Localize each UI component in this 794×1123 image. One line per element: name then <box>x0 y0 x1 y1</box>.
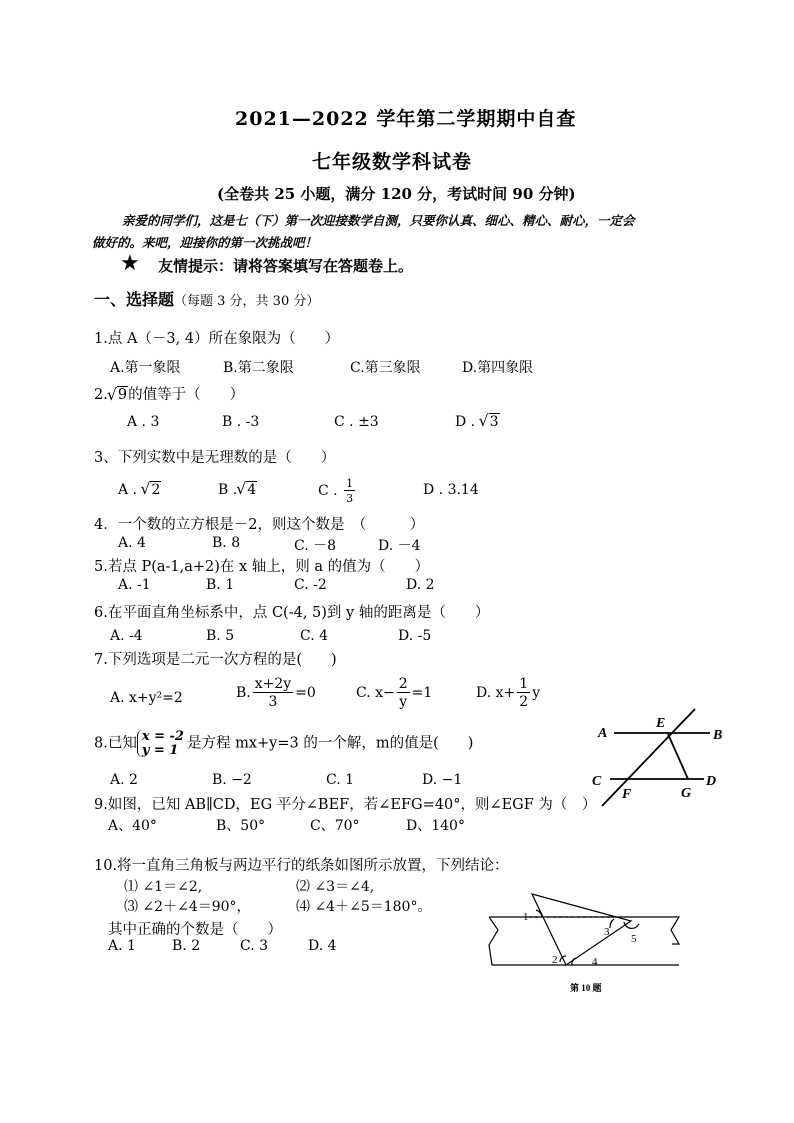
q9-option-b: B、50° <box>216 818 266 834</box>
q6-option-a: A. -4 <box>110 628 143 644</box>
q4-option-a: A. 4 <box>118 535 146 551</box>
q10-conclusion-2: ⑵ ∠3＝∠4, <box>296 879 375 895</box>
q7-option-c: C. x− $\frac{2}{y}$ =1 <box>356 676 433 710</box>
question-1-stem: 1.点 A（－3, 4）所在象限为（ ） <box>94 331 340 347</box>
q6-option-c: C. 4 <box>300 628 329 644</box>
segment-eg <box>668 734 688 779</box>
exam-info: (全卷共 25 小题，满分 120 分，考试时间 90 分钟) <box>217 185 576 203</box>
angle-label-4: 4 <box>592 956 598 968</box>
label-c: C <box>592 774 602 789</box>
q5-option-a: A. -1 <box>118 577 151 593</box>
star-icon: ★ <box>120 251 140 276</box>
q8-option-d: D. −1 <box>422 772 463 788</box>
figure-q9 <box>590 705 740 815</box>
angle-label-1: 1 <box>523 911 529 923</box>
question-9-stem: 9.如图，已知 AB∥CD，EG 平分∠BEF，若∠EFG=40°，则∠EGF 为（ ） <box>94 797 597 813</box>
exam-title: 2021—2022 学年第二学期期中自查 <box>235 108 577 130</box>
angle-label-3: 3 <box>604 926 610 938</box>
q5-option-b: B. 1 <box>206 577 235 593</box>
q7-option-a: A. x+y²=2 <box>110 690 183 706</box>
q3-option-b: B .√ 4 <box>218 482 257 498</box>
equation-system: x = -2 y = 1 <box>137 730 187 757</box>
q4-option-d: D. －4 <box>378 538 421 554</box>
q6-option-b: B. 5 <box>206 628 235 644</box>
angle-label-2: 2 <box>552 954 558 966</box>
question-6-stem: 6.在平面直角坐标系中，点 C(-4, 5)到 y 轴的距离是（ ） <box>94 605 490 621</box>
q10-option-a: A. 1 <box>108 938 136 954</box>
q1-option-a: A.第一象限 <box>110 360 181 376</box>
label-f: F <box>622 787 632 802</box>
label-b: B <box>713 728 723 743</box>
q6-option-d: D. -5 <box>398 628 432 644</box>
angle-label-5: 5 <box>631 933 637 945</box>
q10-option-c: C. 3 <box>240 938 269 954</box>
q4-option-c: C. －8 <box>294 538 337 554</box>
q2-option-b: B . -3 <box>222 414 260 430</box>
section-title: 一、选择题 <box>94 290 175 309</box>
q3-option-a: A . √ 2 <box>118 482 161 498</box>
figure-10-caption: 第 10 题 <box>570 983 602 993</box>
q1-option-c: C.第三象限 <box>350 360 421 376</box>
q2-option-d: D . √ 3 <box>455 414 500 430</box>
angle-1-arc <box>536 910 542 917</box>
q7-option-d: D. x+ $\frac{1}{2}$ y <box>476 676 541 710</box>
encourage-line-2: 做好的。来吧，迎接你的第一次挑战吧！ <box>92 235 318 250</box>
q10-ask: 其中正确的个数是（ ） <box>108 922 282 938</box>
angle-5-arc <box>624 922 639 928</box>
q10-option-d: D. 4 <box>308 938 337 954</box>
question-8-stem: 8.已知 x = -2 y = 1 是方程 mx+y=3 的一个解，m的值是( ) <box>94 729 474 758</box>
q8-option-a: A. 2 <box>110 772 138 788</box>
question-2-stem: 2.√ 9的值等于（ ） <box>94 383 244 404</box>
q4-option-b: B. 8 <box>212 535 241 551</box>
strip-top-edge <box>489 917 679 944</box>
encourage-line-1: 亲爱的同学们，这是七（下）第一次迎接数学自测，只要你认真、细心、精心、耐心，一定会 <box>122 213 635 228</box>
label-e: E <box>656 716 666 731</box>
q2-option-a: A . 3 <box>127 414 160 430</box>
q2-option-c: C . ±3 <box>334 414 379 430</box>
triangle-ruler <box>532 894 631 965</box>
question-10-stem: 10.将一直角三角板与两边平行的纸条如图所示放置，下列结论： <box>94 858 509 874</box>
q5-option-d: D. 2 <box>406 577 435 593</box>
question-4-stem: 4．一个数的立方根是－2，则这个数是 （ ） <box>94 517 425 533</box>
question-3-stem: 3、下列实数中是无理数的是（ ） <box>94 450 336 466</box>
q5-option-c: C. -2 <box>294 577 327 593</box>
q10-conclusion-1: ⑴ ∠1＝∠2, <box>124 879 203 895</box>
q3-option-c: C . $\frac{1}{3}$ <box>318 477 354 505</box>
q3-option-d: D . 3.14 <box>423 482 479 498</box>
label-g: G <box>681 786 692 801</box>
question-5-stem: 5.若点 P(a-1,a+2)在 x 轴上，则 a 的值为（ ） <box>94 559 430 575</box>
sqrt-9: √ 9 <box>108 387 128 403</box>
q9-option-d: D、140° <box>406 818 465 834</box>
label-a: A <box>598 726 608 741</box>
section-note: （每题 3 分，共 30 分） <box>174 294 320 309</box>
q10-option-b: B. 2 <box>172 938 201 954</box>
strip-bottom-edge <box>489 917 679 965</box>
q9-option-c: C、70° <box>310 818 360 834</box>
q9-option-a: A、40° <box>108 818 157 834</box>
q8-option-c: C. 1 <box>326 772 355 788</box>
angle-3-arc <box>610 919 614 928</box>
q1-option-d: D.第四象限 <box>462 360 534 376</box>
q7-option-b: B. $\frac{x+2y}{3}$ =0 <box>236 676 316 710</box>
label-d: D <box>706 774 717 789</box>
q8-option-b: B. −2 <box>212 772 252 788</box>
q10-conclusion-3: ⑶ ∠2＋∠4＝90°， <box>124 899 251 915</box>
question-7-stem: 7.下列选项是二元一次方程的是( ) <box>94 652 337 668</box>
q1-option-b: B.第二象限 <box>223 360 294 376</box>
figure-q10 <box>484 890 684 995</box>
q10-conclusion-4: ⑷ ∠4＋∠5＝180°。 <box>296 899 432 915</box>
friendly-tip: 友情提示：请将答案填写在答题卷上。 <box>158 257 414 275</box>
section-heading <box>94 287 319 310</box>
exam-subtitle: 七年级数学科试卷 <box>312 151 473 173</box>
